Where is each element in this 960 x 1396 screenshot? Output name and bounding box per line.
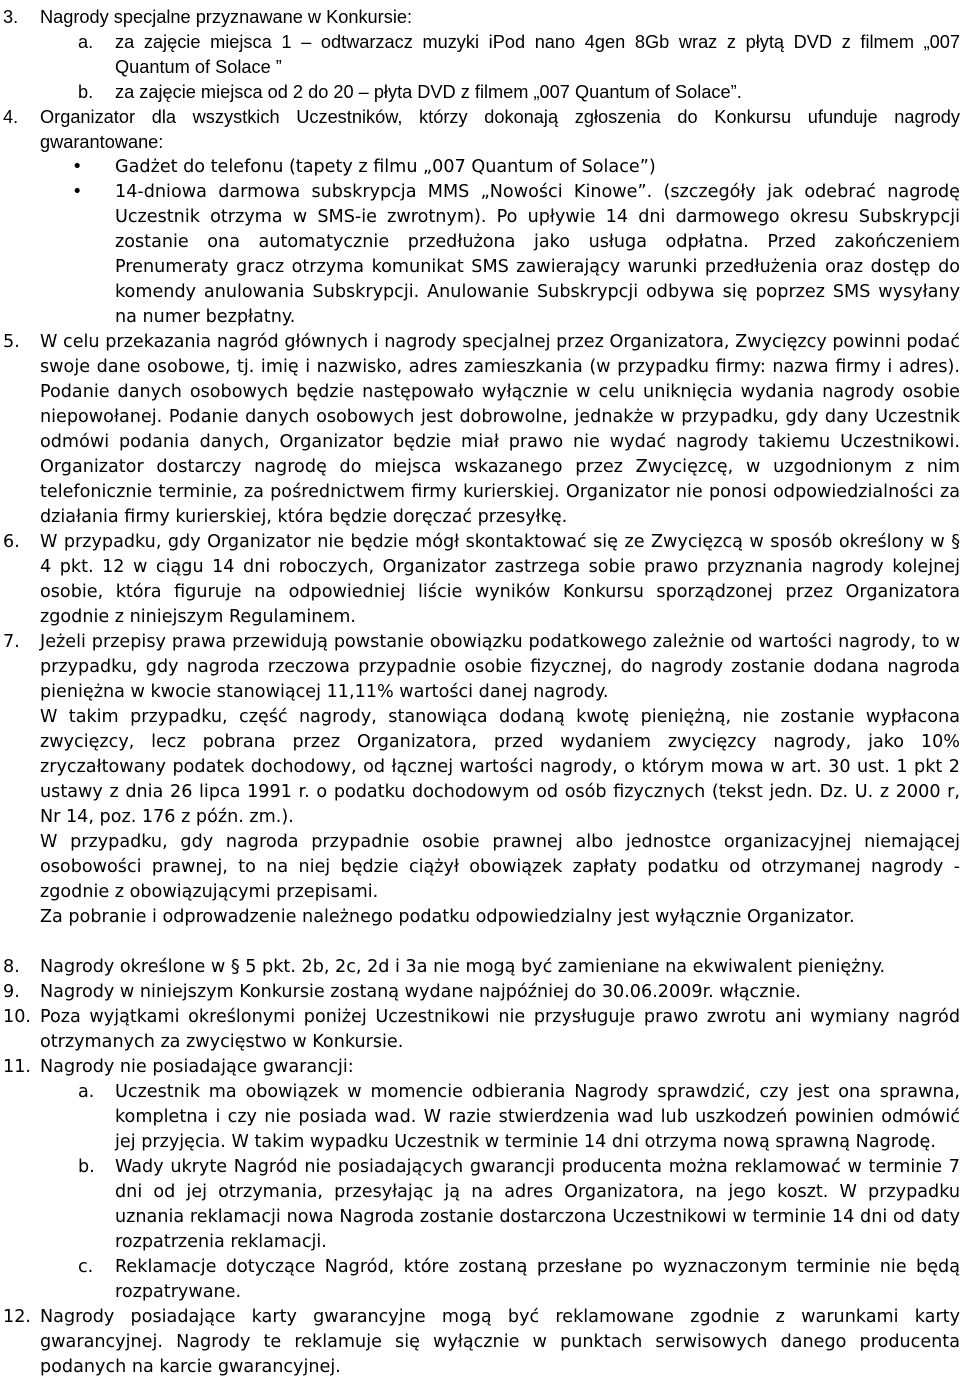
section-8 bbox=[0, 955, 960, 980]
section-number: 10. bbox=[3, 1007, 31, 1027]
section-text: W celu przekazania nagród głównych i nagrody specjalnej przez Organizatora, Zwycięzcy powinni podać swoje dane osobowe, tj. imię i nazwisko, adres zamieszkania (w przypadku firmy: nazwa firmy i adres). Podanie danych osobowych będzie następowało wyłącznie w celu uniknięcia wydania nagrody osobie niepowołanej. Podanie danych osobowych jest dobrowolne, jednakże w przypadku, gdy dany Uczestnik odmówi podania danych, Organizator będzie miał prawo nie wydać nagrody takiemu Uczestnikowi. Organizator dostarczy nagrodę do miejsca wskazanego przez Zwycięzcę, w uzgodnionym z nim telefonicznie terminie, za pośrednictwem firmy kurierskiej. Organizator nie ponosi odpowiedzialności za działania firmy kurierskiej, która będzie doręczać przesyłkę. bbox=[40, 332, 960, 527]
bullet-text: 14-dniowa darmowa subskrypcja MMS „Nowości Kinowe”. (szczegóły jak odebrać nagrodę Uczestnik otrzyma w SMS-ie zwrotnym). Po upływie 14 dni darmowego okresu Subskrypcji zostanie ona automatycznie przedłużona jako usługa odpłatna. Przed zakończeniem Prenumeraty gracz otrzyma komunikat SMS zawierający warunki przedłużenia oraz dostęp do komendy anulowania Subskrypcji. Anulowanie Subskrypcji odbywa się poprzez SMS wysyłany na numer bezpłatny. bbox=[115, 182, 960, 327]
section-7 bbox=[0, 630, 960, 705]
bullet-item bbox=[0, 180, 960, 330]
section-11b bbox=[0, 1155, 960, 1255]
section-7-paragraph: W przypadku, gdy nagroda przypadnie osobie prawnej albo jednostce organizacyjnej niemającej osobowości prawnej, to na niej będzie ciążył obowiązek zapłaty podatku od otrzymanej nagrody - zgodnie z obowiązującymi przepisami. bbox=[40, 832, 960, 902]
section-number: 12. bbox=[3, 1307, 31, 1327]
section-text: Nagrody specjalne przyznawane w Konkursie: bbox=[40, 7, 413, 27]
item-text: Reklamacje dotyczące Nagród, które zostaną przesłane po wyznaczonym terminie nie będą rozpatrywane. bbox=[115, 1257, 960, 1302]
section-number: 6. bbox=[3, 532, 20, 552]
section-9 bbox=[0, 980, 960, 1005]
section-10 bbox=[0, 1005, 960, 1055]
section-11 bbox=[0, 1055, 960, 1080]
section-3 bbox=[0, 5, 960, 30]
section-6 bbox=[0, 530, 960, 630]
section-3b bbox=[0, 80, 960, 105]
item-letter: a. bbox=[78, 32, 94, 52]
bullet-icon: • bbox=[72, 182, 83, 202]
section-text: Organizator dla wszystkich Uczestników, którzy dokonają zgłoszenia do Konkursu ufunduje nagrody gwarantowane: bbox=[40, 107, 960, 152]
item-text: Wady ukryte Nagród nie posiadających gwarancji producenta można reklamować w terminie 7 dni od jej otrzymania, przesyłając ją na adres Organizatora, na jego koszt. W przypadku uznania reklamacji nowa Nagroda zostanie dostarczona Uczestnikowi w terminie 14 dni od daty rozpatrzenia reklamacji. bbox=[115, 1157, 960, 1252]
section-3a bbox=[0, 30, 960, 80]
section-number: 7. bbox=[3, 632, 20, 652]
section-number: 3. bbox=[3, 7, 19, 27]
bullet-text: Gadżet do telefonu (tapety z filmu „007 Quantum of Solace”) bbox=[115, 157, 656, 177]
section-number: 4. bbox=[3, 107, 19, 127]
section-text: Nagrody określone w § 5 pkt. 2b, 2c, 2d i 3a nie mogą być zamieniane na ekwiwalent pieniężny. bbox=[40, 957, 886, 977]
item-letter: b. bbox=[78, 82, 94, 102]
section-11a bbox=[0, 1080, 960, 1155]
section-4 bbox=[0, 105, 960, 155]
section-11c bbox=[0, 1255, 960, 1305]
section-number: 9. bbox=[3, 982, 20, 1002]
item-text: Uczestnik ma obowiązek w momencie odbierania Nagrody sprawdzić, czy jest ona sprawna, kompletna i czy nie posiada wad. W razie stwierdzenia wad lub uszkodzeń powinien odmówić jej przyjęcia. W takim wypadku Uczestnik w terminie 14 dni otrzyma nową sprawną Nagrodę. bbox=[115, 1082, 960, 1152]
item-letter: c. bbox=[78, 1257, 94, 1277]
bullet-icon: • bbox=[72, 157, 83, 177]
section-text: Jeżeli przepisy prawa przewidują powstanie obowiązku podatkowego zależnie od wartości nagrody, to w przypadku, gdy nagroda rzeczowa przypadnie osobie fizycznej, do nagrody zostanie dodana nagroda pieniężna w kwocie stanowiącej 11,11% wartości danej nagrody. bbox=[40, 632, 960, 702]
item-letter: a. bbox=[78, 1082, 95, 1102]
section-text: W przypadku, gdy Organizator nie będzie mógł skontaktować się ze Zwycięzcą w sposób określony w § 4 pkt. 12 w ciągu 14 dni roboczych, Organizator zastrzega sobie prawo przyznania nagrody kolejnej osobie, która figuruje na odpowiedniej liście wyników Konkursu sporządzonej przez Organizatora zgodnie z niniejszym Regulaminem. bbox=[40, 532, 960, 627]
section-text: Nagrody nie posiadające gwarancji: bbox=[40, 1057, 354, 1077]
item-text: za zajęcie miejsca 1 – odtwarzacz muzyki iPod nano 4gen 8Gb wraz z płytą DVD z filmem „007 Quantum of Solace ” bbox=[115, 32, 960, 77]
section-text: Poza wyjątkami określonymi poniżej Uczestnikowi nie przysługuje prawo zwrotu ani wymiany nagród otrzymanych za zwycięstwo w Konkursie. bbox=[40, 1007, 960, 1052]
section-7-paragraph: Za pobranie i odprowadzenie należnego podatku odpowiedzialny jest wyłącznie Organizator. bbox=[40, 907, 855, 927]
section-number: 8. bbox=[3, 957, 20, 977]
bullet-item bbox=[0, 155, 960, 180]
section-number: 5. bbox=[3, 332, 20, 352]
section-12 bbox=[0, 1305, 960, 1380]
section-5 bbox=[0, 330, 960, 530]
section-text: Nagrody w niniejszym Konkursie zostaną wydane najpóźniej do 30.06.2009r. włącznie. bbox=[40, 982, 801, 1002]
section-7-paragraph: W takim przypadku, część nagrody, stanowiąca dodaną kwotę pieniężną, nie zostanie wypłacona zwycięzcy, lecz pobrana przez Organizatora, przed wydaniem zwycięzcy nagrody, jako 10% zryczałtowany podatek dochodowy, od łącznej wartości nagrody, o którym mowa w art. 30 ust. 1 pkt 2 ustawy z dnia 26 lipca 1991 r. o podatku dochodowym od osób fizycznych (tekst jedn. Dz. U. z 2000 r, Nr 14, poz. 176 z późn. zm.). bbox=[40, 707, 960, 827]
section-number: 11. bbox=[3, 1057, 31, 1077]
item-text: za zajęcie miejsca od 2 do 20 – płyta DVD z filmem „007 Quantum of Solace”. bbox=[115, 82, 742, 102]
section-text: Nagrody posiadające karty gwarancyjne mogą być reklamowane zgodnie z warunkami karty gwarancyjnej. Nagrody te reklamuje się wyłącznie w punktach serwisowych danego producenta podanych na karcie gwarancyjnej. bbox=[40, 1307, 960, 1377]
item-letter: b. bbox=[78, 1157, 95, 1177]
